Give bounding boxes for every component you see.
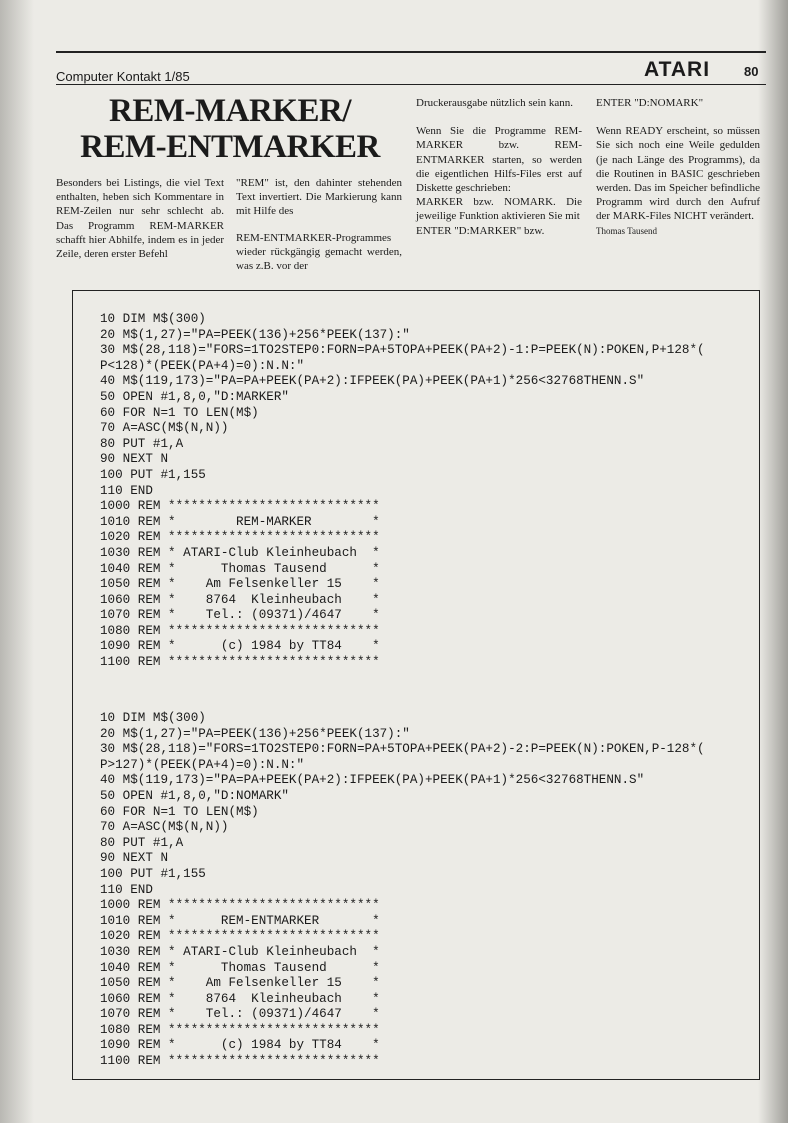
paragraph: ENTER "D:MARKER" bzw. bbox=[416, 224, 545, 237]
text-column-4 bbox=[596, 96, 760, 238]
paragraph: Druckerausgabe nützlich sein kann. bbox=[416, 97, 573, 109]
page-shadow-left bbox=[0, 0, 34, 1123]
paragraph: "REM" ist, den dahinter stehenden Text invertiert. Die Markierung kann mit Hilfe des bbox=[236, 177, 402, 218]
title-line-2: REM-ENTMARKER bbox=[80, 129, 380, 165]
author-signature: Thomas Tausend bbox=[596, 225, 657, 236]
page-number: 80 bbox=[744, 64, 759, 79]
text-column-2 bbox=[236, 176, 402, 273]
paragraph: MARKER bzw. NOMARK. Die jeweilige Funktion aktivieren Sie mit bbox=[416, 196, 582, 223]
paragraph: REM-ENTMARKER-Programmes wieder rückgängig gemacht werden, was z.B. vor der bbox=[236, 231, 402, 273]
page-shadow-right bbox=[758, 0, 788, 1123]
code-listing-rem-entmarker: 10 DIM M$(300) 20 M$(1,27)="PA=PEEK(136)+256*PEEK(137):" 30 M$(28,118)="FORS=1TO2STEP0:FORN=PA+5TOPA+PEEK(PA+2)-2:P=PEEK(N):POKEN,P-128*( P>127)*(PEEK(PA+4)=0):N.N:" 40 M$(119,173)="PA=PA+PEEK(PA+2):IFPEEK(PA)+PEEK(PA+1)*256<32768THENN.S" 50 OPEN #1,8,0,"D:NOMARK" 60 FOR N=1 TO LEN(M$) 70 A=ASC(M$(N,N)) 80 PUT #1,A 90 NEXT N 100 PUT #1,155 110 END 1000 REM **************************** 1010 REM * REM-ENTMARKER * 1020 REM **************************** 1030 REM * ATARI-Club Kleinheubach * 1040 REM * Thomas Tausend * 1050 REM * Am Felsenkeller 15 * 1060 REM * 8764 Kleinheubach * 1070 REM * Tel.: (09371)/4647 * 1080 REM **************************** 1090 REM * (c) 1984 by TT84 * 1100 REM **************************** bbox=[100, 711, 705, 1069]
article-title bbox=[70, 93, 390, 165]
text-column-3 bbox=[416, 96, 582, 238]
magazine-issue: Computer Kontakt 1/85 bbox=[56, 69, 190, 84]
code-listing-rem-marker: 10 DIM M$(300) 20 M$(1,27)="PA=PEEK(136)+256*PEEK(137):" 30 M$(28,118)="FORS=1TO2STEP0:FORN=PA+5TOPA+PEEK(PA+2)-1:P=PEEK(N):POKEN,P+128*( P<128)*(PEEK(PA+4)=0):N.N:" 40 M$(119,173)="PA=PA+PEEK(PA+2):IFPEEK(PA)+PEEK(PA+1)*256<32768THENN.S" 50 OPEN #1,8,0,"D:MARKER" 60 FOR N=1 TO LEN(M$) 70 A=ASC(M$(N,N)) 80 PUT #1,A 90 NEXT N 100 PUT #1,155 110 END 1000 REM **************************** 1010 REM * REM-MARKER * 1020 REM **************************** 1030 REM * ATARI-Club Kleinheubach * 1040 REM * Thomas Tausend * 1050 REM * Am Felsenkeller 15 * 1060 REM * 8764 Kleinheubach * 1070 REM * Tel.: (09371)/4647 * 1080 REM **************************** 1090 REM * (c) 1984 by TT84 * 1100 REM **************************** bbox=[100, 312, 705, 670]
title-line-1: REM-MARKER/ bbox=[109, 93, 351, 129]
paragraph: Wenn READY erscheint, so müssen Sie sich noch eine Weile gedulden (je nach Länge des Programms), da die Routinen in BASIC geschrieben werden. Das im Speicher befindliche Programm wird durch den Aufruf der MARK-Files NICHT verändert. bbox=[596, 125, 760, 223]
text-column-1 bbox=[56, 176, 224, 261]
paragraph: Wenn Sie die Programme REM-MARKER bzw. REM-ENTMARKER starten, so werden die eigentlichen Hilfs-Files erst auf Diskette geschrieben: bbox=[416, 125, 582, 195]
paragraph: ENTER "D:NOMARK" bbox=[596, 97, 704, 109]
header-rule bbox=[56, 84, 766, 85]
top-rule bbox=[56, 51, 766, 53]
section-brand: ATARI bbox=[644, 58, 711, 81]
paragraph: Besonders bei Listings, die viel Text enthalten, heben sich Kommentare in REM-Zeilen nur sehr schlecht ab. Das Programm REM-MARKER schafft hier Abhilfe, indem es in jeder Zeile, deren erster Befehl bbox=[56, 177, 224, 261]
